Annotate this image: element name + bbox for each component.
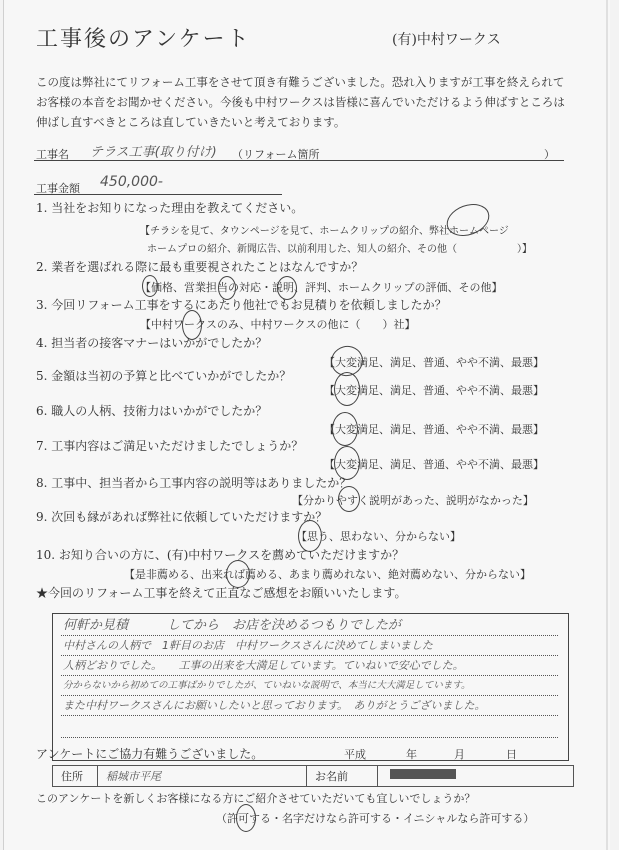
- question-1: [36, 199, 303, 216]
- name-label: お名前: [307, 766, 378, 786]
- question-number: 7.: [36, 439, 48, 453]
- permission-options[interactable]: （許可する・名字だけなら許可する・イニシャルなら許可する）: [216, 812, 535, 825]
- thanks-message: アンケートにご協力有難うございました。: [36, 747, 264, 761]
- question-1-options-line1[interactable]: 【チラシを見て、タウンページを見て、ホームクリップの紹介、弊社ホームページ: [140, 226, 509, 237]
- question-text: 職人の人柄、技術力はいかがでしたか？: [51, 404, 268, 418]
- question-number: 5.: [36, 369, 48, 383]
- comments-box[interactable]: [52, 613, 569, 761]
- date-day-label: 日: [506, 748, 517, 761]
- question-6-options[interactable]: 【大変満足、満足、普通、やや不満、最悪】: [324, 423, 544, 436]
- question-number: 3.: [36, 298, 48, 312]
- question-text: 当社をお知りになった理由を教えてください。: [51, 201, 304, 215]
- selection-circle: [236, 804, 256, 832]
- selection-circle: [142, 275, 158, 297]
- comment-line: 人柄どおりでした。 工事の出来を大満足しています。ていねいで安心でした。: [61, 656, 558, 676]
- question-2-options[interactable]: 【価格、営業担当の対応・説明、評判、ホームクリップの評価、その他】: [140, 281, 503, 294]
- question-number: 6.: [36, 404, 48, 418]
- redacted-name: [390, 769, 456, 779]
- question-8-options[interactable]: 【分かりやすく説明があった、説明がなかった】: [292, 494, 534, 507]
- question-2: [36, 258, 363, 275]
- comment-line: 中村さんの人柄で 1軒目のお店 中村ワークスさんに決めてしまいました: [61, 636, 558, 656]
- page-title: 工事後のアンケート: [36, 27, 251, 52]
- selection-circle: [334, 372, 360, 406]
- work-name-label: 工事名: [36, 148, 69, 161]
- question-text: お知り合いの方に、(有)中村ワークスを薦めていただけますか？: [58, 548, 405, 562]
- question-5-options[interactable]: 【大変満足、満足、普通、やや不満、最悪】: [324, 384, 544, 397]
- question-text: 担当者の接客マナーはいかがでしたか？: [51, 336, 268, 350]
- reform-location-label: （リフォーム箇所: [232, 148, 320, 161]
- date-year-label: 年: [406, 748, 417, 761]
- question-number: 9.: [36, 510, 48, 524]
- question-text: 金額は当初の予算と比べていかがでしたか？: [51, 369, 292, 383]
- date-month-label: 月: [454, 748, 465, 761]
- customer-info-table: [52, 765, 574, 787]
- question-7: [36, 437, 303, 454]
- comments-prompt: ★今回のリフォーム工事を終えて正直なご感想をお願いいたします。: [36, 586, 407, 600]
- question-4-options[interactable]: 【大変満足、満足、普通、やや不満、最悪】: [324, 356, 544, 369]
- question-number: 4.: [36, 336, 48, 350]
- question-9: [36, 508, 327, 525]
- comment-line: 分からないから初めての工事ばかりでしたが、ていねいな説明で、本当に大大満足しています。: [61, 676, 558, 696]
- question-10: [36, 546, 404, 563]
- question-text: 工事内容はご満足いただけましたでしょうか？: [51, 439, 304, 453]
- comment-line: [61, 718, 558, 738]
- date-era-label: 平成: [344, 748, 366, 761]
- question-1-options-line2[interactable]: ホームプロの紹介、新聞広告、以前利用した、知人の紹介、その他（ ）】: [147, 244, 532, 255]
- question-10-options[interactable]: 【是非薦める、出来れば薦める、あまり薦めれない、絶対薦めない、分からない】: [124, 568, 531, 581]
- address-field[interactable]: 稲城市平尾: [98, 766, 307, 786]
- question-number: 10.: [36, 548, 56, 562]
- question-5: [36, 367, 291, 384]
- question-6: [36, 402, 267, 419]
- page-edge: [606, 0, 608, 850]
- address-label: 住所: [53, 766, 98, 786]
- question-3: [36, 296, 447, 313]
- reform-location-close: ）: [544, 148, 555, 161]
- company-name: (有)中村ワークス: [392, 32, 501, 48]
- question-text: 工事中、担当者から工事内容の説明等はありましたか？: [51, 476, 352, 490]
- reform-location-field[interactable]: [304, 141, 534, 159]
- question-8: [36, 474, 351, 491]
- selection-circle: [338, 486, 360, 512]
- question-number: 8.: [36, 476, 48, 490]
- comment-line: 何軒か見積 してから お店を決めるつもりでしたが: [61, 616, 558, 636]
- intro-paragraph: この度は弊社にてリフォーム工事をさせて頂き有難うございました。恐れ入りますが工事を終えられてお客様の本音をお聞かせください。今後も中村ワークスは皆様に喜んでいただけるよう伸ばすところは伸ばし直すべきところは直していきたいと考えております。: [36, 75, 565, 129]
- question-text: 業者を選ばれる際に最も重要視されたことはなんですか？: [51, 260, 364, 274]
- question-7-options[interactable]: 【大変満足、満足、普通、やや不満、最悪】: [324, 458, 544, 471]
- question-4: [36, 334, 267, 351]
- question-9-options[interactable]: 【思う、思わない、分からない】: [296, 530, 461, 543]
- work-amount-field[interactable]: 450,000-: [100, 174, 163, 190]
- question-number: 1.: [36, 201, 48, 215]
- selection-circle: [332, 412, 358, 446]
- question-number: 2.: [36, 260, 48, 274]
- comment-line: また中村ワークスさんにお願いしたいと思っております。 ありがとうございました。: [61, 696, 558, 716]
- question-text: 次回も縁があれば弊社に依頼していただけますか？: [51, 510, 328, 524]
- question-3-options[interactable]: 【中村ワークスのみ、中村ワークスの他に（ ）社】: [140, 318, 416, 331]
- survey-page: [3, 0, 610, 850]
- permission-question: このアンケートを新しくお客様になる方にご紹介させていただいても宜しいでしょうか？: [36, 792, 476, 805]
- work-amount-label: 工事金額: [36, 182, 80, 195]
- question-text: 今回リフォーム工事をするにあたり他社でもお見積りを依頼しましたか？: [51, 298, 447, 312]
- work-name-field[interactable]: テラス工事(取り付け): [90, 145, 217, 160]
